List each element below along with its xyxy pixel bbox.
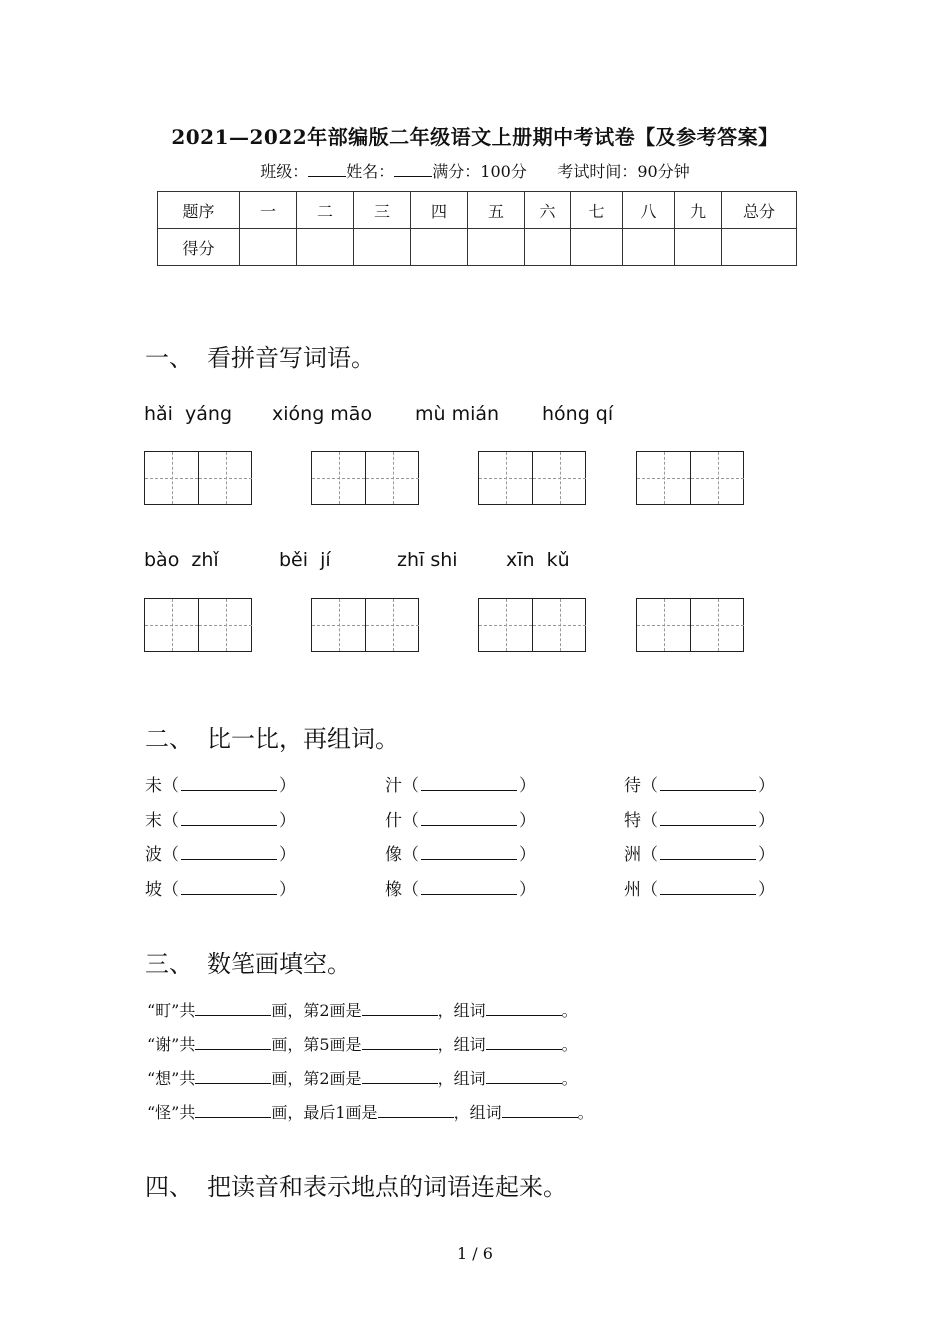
period: 。 <box>561 1001 578 1020</box>
section-4-heading <box>145 1167 567 1202</box>
compare-char: 特 <box>624 811 641 831</box>
stroke-mid: 画，第5画是 <box>271 1035 362 1054</box>
stroke-mid: 画，第2画是 <box>271 1001 362 1020</box>
pinyin: xióng māo <box>272 403 373 425</box>
score-header-cell: 三 <box>354 192 411 229</box>
class-label: 班级： <box>260 162 309 181</box>
stroke-char: “谢”共 <box>147 1035 196 1054</box>
compare-item[interactable]: 坡（ ） <box>145 880 296 900</box>
pinyin: xīn kǔ <box>506 549 570 571</box>
stroke-char: “怪”共 <box>147 1103 196 1122</box>
compare-item[interactable]: 橡（ ） <box>385 880 536 900</box>
compare-item[interactable]: 汁（ ） <box>385 776 536 796</box>
score-cell[interactable] <box>240 229 297 266</box>
section-title: 数笔画填空。 <box>207 950 351 978</box>
pinyin: hǎi yáng <box>144 403 233 425</box>
stroke-char: “町”共 <box>147 1001 196 1020</box>
section-number: 三、 <box>145 950 193 978</box>
compare-char: 汁 <box>385 776 402 796</box>
section-number: 一、 <box>145 344 193 372</box>
score-cell[interactable] <box>623 229 675 266</box>
stroke-question[interactable] <box>147 1100 594 1123</box>
stroke-question[interactable] <box>147 1032 578 1055</box>
compare-char: 波 <box>145 845 162 865</box>
section-3-heading <box>145 944 351 979</box>
compare-char: 橡 <box>385 880 402 900</box>
pinyin: hóng qí <box>542 403 614 425</box>
tianzi-box[interactable] <box>144 598 252 652</box>
stroke-end: ，组词 <box>437 1001 486 1020</box>
name-label: 姓名： <box>346 162 395 181</box>
score-header-cell: 七 <box>571 192 623 229</box>
name-blank <box>394 162 432 177</box>
compare-char: 坡 <box>145 880 162 900</box>
period: 。 <box>577 1103 594 1122</box>
compare-item[interactable]: 州（ ） <box>624 880 775 900</box>
score-header-cell: 五 <box>468 192 525 229</box>
score-header-cell: 一 <box>240 192 297 229</box>
full-score: 满分：100分 <box>432 162 527 181</box>
exam-info <box>0 159 950 182</box>
tianzi-box[interactable] <box>636 598 744 652</box>
compare-char: 州 <box>624 880 641 900</box>
compare-char: 末 <box>145 811 162 831</box>
stroke-question[interactable] <box>147 998 578 1021</box>
stroke-mid: 画，第2画是 <box>271 1069 362 1088</box>
stroke-char: “想”共 <box>147 1069 196 1088</box>
compare-item[interactable]: 未（ ） <box>145 776 296 796</box>
compare-item[interactable]: 特（ ） <box>624 811 775 831</box>
compare-char: 未 <box>145 776 162 796</box>
pinyin: běi jí <box>279 549 331 571</box>
score-cell[interactable] <box>354 229 411 266</box>
score-cell[interactable] <box>297 229 354 266</box>
tianzi-box[interactable] <box>478 451 586 505</box>
stroke-end: ，组词 <box>453 1103 502 1122</box>
pinyin: zhī shi <box>397 549 458 571</box>
pinyin: bào zhǐ <box>144 549 219 571</box>
score-cell[interactable] <box>571 229 623 266</box>
compare-item[interactable]: 末（ ） <box>145 811 296 831</box>
compare-char: 什 <box>385 811 402 831</box>
score-row-label: 得分 <box>158 229 240 266</box>
period: 。 <box>561 1035 578 1054</box>
score-cell[interactable] <box>525 229 571 266</box>
stroke-mid: 画，最后1画是 <box>271 1103 378 1122</box>
score-header-cell: 四 <box>411 192 468 229</box>
tianzi-box[interactable] <box>478 598 586 652</box>
stroke-end: ，组词 <box>437 1035 486 1054</box>
period: 。 <box>561 1069 578 1088</box>
tianzi-box[interactable] <box>311 598 419 652</box>
score-cell[interactable] <box>411 229 468 266</box>
pinyin: mù mián <box>415 403 500 425</box>
page-number: 1 / 6 <box>457 1244 493 1263</box>
score-header-cell: 题序 <box>158 192 240 229</box>
section-1-heading <box>145 338 375 373</box>
score-header-cell: 八 <box>623 192 675 229</box>
score-value-row <box>158 229 797 266</box>
tianzi-box[interactable] <box>144 451 252 505</box>
score-header-cell: 总分 <box>722 192 797 229</box>
section-number: 四、 <box>145 1173 193 1201</box>
section-title: 比一比，再组词。 <box>207 725 399 753</box>
compare-item[interactable]: 什（ ） <box>385 811 536 831</box>
compare-item[interactable]: 波（ ） <box>145 845 296 865</box>
score-header-cell: 二 <box>297 192 354 229</box>
compare-item[interactable]: 待（ ） <box>624 776 775 796</box>
score-header-cell: 九 <box>675 192 722 229</box>
section-title: 把读音和表示地点的词语连起来。 <box>207 1173 567 1201</box>
tianzi-box[interactable] <box>311 451 419 505</box>
tianzi-box[interactable] <box>636 451 744 505</box>
compare-char: 待 <box>624 776 641 796</box>
compare-item[interactable]: 像（ ） <box>385 845 536 865</box>
stroke-question[interactable] <box>147 1066 578 1089</box>
compare-char: 洲 <box>624 845 641 865</box>
compare-item[interactable]: 洲（ ） <box>624 845 775 865</box>
score-header-cell: 六 <box>525 192 571 229</box>
score-table <box>157 191 797 266</box>
score-header-row <box>158 192 797 229</box>
exam-time: 考试时间：90分钟 <box>557 162 690 181</box>
section-2-heading <box>145 719 399 754</box>
class-blank <box>308 162 346 177</box>
section-number: 二、 <box>145 725 193 753</box>
score-cell[interactable] <box>675 229 722 266</box>
exam-title: 2021—2022年部编版二年级语文上册期中考试卷【及参考答案】 <box>171 125 779 149</box>
section-title: 看拼音写词语。 <box>207 344 375 372</box>
stroke-end: ，组词 <box>437 1069 486 1088</box>
score-cell[interactable] <box>468 229 525 266</box>
compare-char: 像 <box>385 845 402 865</box>
score-cell[interactable] <box>722 229 797 266</box>
